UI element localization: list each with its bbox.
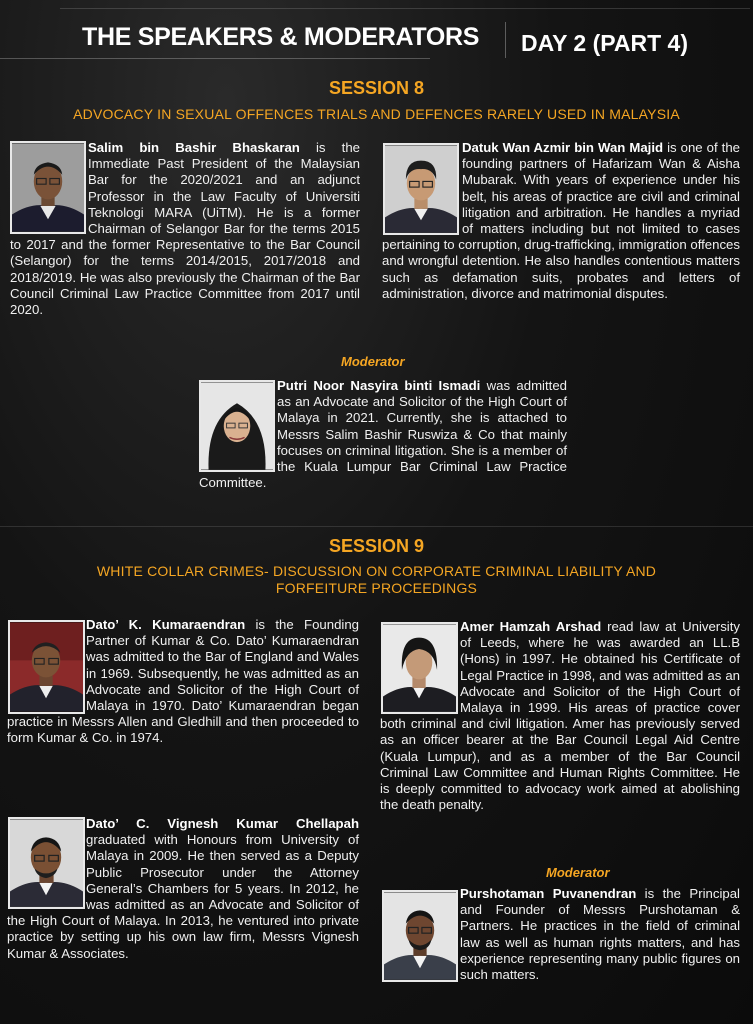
moderator-name-purshotaman: Purshotaman Puvanendran (460, 886, 637, 901)
speaker-text-wan-azmir: is one of the founding partners of Hafarizam Wan & Aisha Mubarak. With years of experience under his belt, his areas of practice are civil and criminal litigation and arbitration. He handles a myriad of matters including but not limited to cases pertaining to corruption, drug-trafficking, immigration offences and wrongful detention. He also handles contentious matters such as defamation suits, probates and letters of administration, divorce and matrimonial disputes. (382, 140, 740, 301)
moderator-bio-putri (199, 378, 567, 491)
session-9-subtitle-line2: FORFEITURE PROCEEDINGS (275, 580, 478, 596)
session-8-moderator-label: Moderator (341, 354, 405, 369)
photo-spacer (380, 886, 460, 980)
speaker-name-vignesh: Dato’ C. Vignesh Kumar Chellapah (86, 816, 359, 831)
speaker-text-kumaraendran: is the Founding Partner of Kumar & Co. Dato’ Kumaraendran was admitted to the Bar of England and Wales in 1969. Subsequently, he was admitted as an Advocate and Solicitor of the High Court of Malaya in 1970. Dato’ Kumaraendran began practice in Messrs Allen and Gledhill and then proceeded to form Kumar & Co. in 1974. (7, 617, 360, 746)
speaker-bio-kumaraendran (7, 617, 359, 747)
speaker-bio-wan-azmir (382, 140, 740, 302)
session-9-label: SESSION 9 (328, 536, 425, 556)
speaker-text-amer: read law at University of Leeds, where he was awarded an LL.B (Hons) in 1997. He obtained his Certificate of Legal Practice in 1998, and was admitted as an Advocate and Solicitor of the High Court of Malaya in 1999. His areas of practice cover both criminal and civil litigation. Amer has previously served as an officer bearer at the Bar Council Legal Aid Centre (Kuala Lumpur), and as a member of the Bar Council Criminal Law Committee and Human Rights Committee. He is deeply committed to advocacy work aimed at abolishing the death penalty. (380, 619, 740, 813)
moderator-text-putri: was admitted as an Advocate and Solicitor of the High Court of Malaya in 2021. Currently, she is attached to Messrs Salim Bashir Ruswiza & Co that mainly focuses on criminal litigation. She is a member of the Kuala Lumpur Bar Criminal Law Practice Committee. (199, 378, 567, 491)
speaker-bio-salim (10, 140, 360, 318)
page-title: THE SPEAKERS & MODERATORS (82, 23, 480, 51)
speaker-name-salim: Salim bin Bashir Bhaskaran (88, 140, 300, 155)
moderator-name-putri: Putri Noor Nasyira binti Ismadi (277, 378, 481, 393)
speaker-name-wan-azmir: Datuk Wan Azmir bin Wan Majid (462, 140, 664, 155)
section-divider (0, 526, 753, 527)
session-9-subtitle-line1: WHITE COLLAR CRIMES- DISCUSSION ON CORPORATE CRIMINAL LIABILITY AND (96, 563, 657, 579)
moderator-text-purshotaman: is the Principal and Founder of Messrs Purshotaman & Partners. He practices in the field of criminal law as well as human rights matters, and has experience representing many public figures on such matters. (460, 886, 740, 983)
moderator-bio-purshotaman (380, 886, 740, 983)
day-title: DAY 2 (PART 4) (521, 30, 689, 56)
speaker-bio-amer (380, 619, 740, 813)
photo-spacer (7, 617, 86, 711)
speaker-bio-vignesh (7, 816, 359, 962)
photo-spacer (382, 140, 462, 234)
speaker-text-salim: is the Immediate Past President of the Malaysian Bar for the 2020/2021 and an adjunct Professor in the Law Faculty of Universiti Teknologi MARA (UiTM). He is a former Chairman of Selangor Bar for the terms 2015 to 2017 and the former Representative to the Bar Council (Selangor) for the terms 2014/2015, 2017/2018 and 2018/2019. He was also previously the Chairman of the Bar Council Criminal Law Practice Committee from 2017 until 2020. (10, 140, 360, 318)
speaker-name-kumaraendran: Dato’ K. Kumaraendran (86, 617, 246, 632)
header-divider-top (60, 8, 750, 9)
header-divider-vertical (505, 22, 506, 58)
photo-spacer (7, 816, 86, 910)
speaker-name-amer: Amer Hamzah Arshad (460, 619, 602, 634)
session-9-moderator-label: Moderator (546, 865, 610, 880)
photo-spacer (10, 140, 88, 234)
photo-spacer (380, 619, 460, 713)
speaker-text-vignesh: graduated with Honours from University of Malaya in 2009. He then served as a Deputy Public Prosecutor under the Attorney General’s Chambers for 5 years. In 2012, he was admitted as an Advocate and Solicitor of the High Court of Malaya. In 2013, he ventured into private practice by setting up his own law firm, Messrs Vignesh Kumar & Associates. (7, 832, 359, 961)
photo-spacer (199, 378, 277, 472)
session-8-label: SESSION 8 (328, 78, 425, 98)
session-8-subtitle: ADVOCACY IN SEXUAL OFFENCES TRIALS AND DEFENCES RARELY USED IN MALAYSIA (73, 106, 680, 122)
header-divider-bottom (0, 58, 430, 59)
